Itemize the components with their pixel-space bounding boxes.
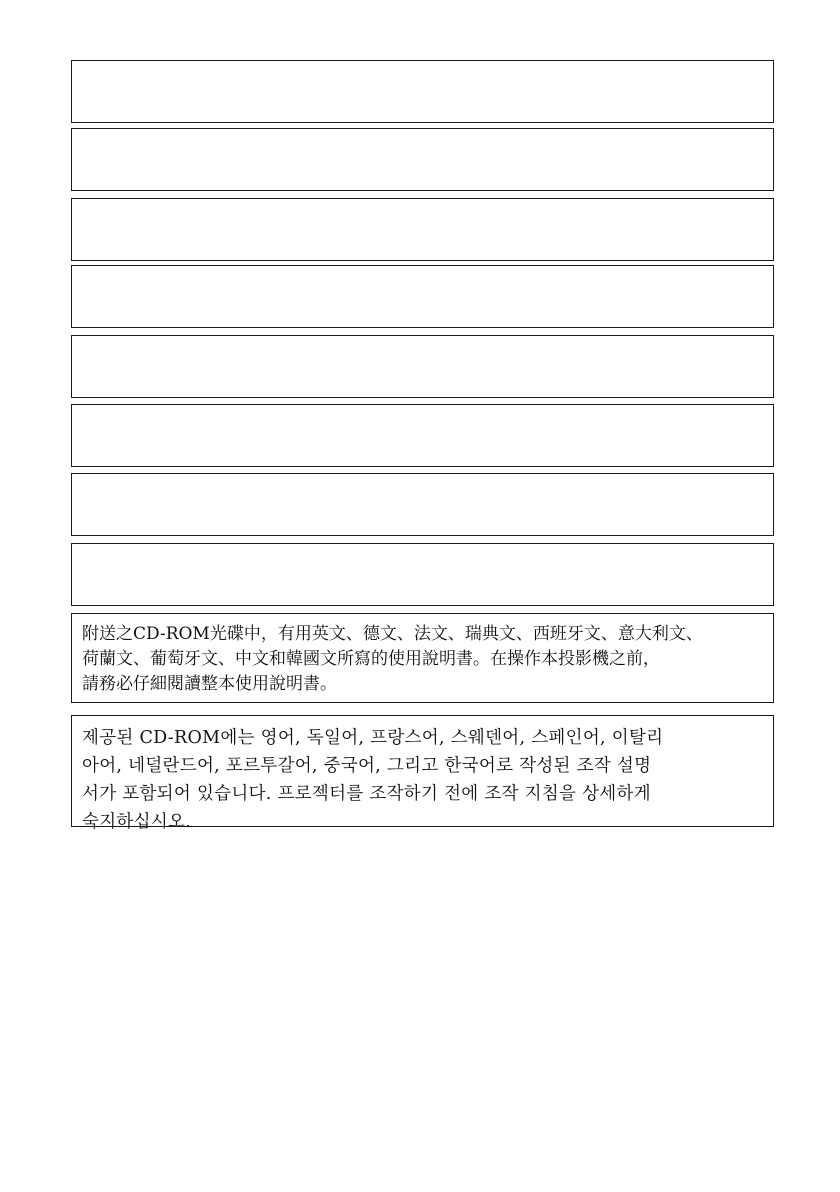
korean-notice-line-1: 제공된 CD-ROM에는 영어, 독일어, 프랑스어, 스웨덴어, 스페인어, 이탈리 <box>82 728 664 748</box>
chinese-notice-box <box>71 613 774 703</box>
korean-notice-line-4: 숙지하십시오. <box>82 812 192 832</box>
chinese-notice-line-2: 荷蘭文、葡萄牙文、中文和韓國文所寫的使用說明書。在操作本投影機之前， <box>82 649 660 669</box>
notice-box-4 <box>71 265 774 328</box>
notice-box-8 <box>71 543 774 606</box>
notice-box-1 <box>71 60 774 123</box>
korean-notice-box <box>71 715 774 832</box>
korean-notice-line-2: 아어, 네덜란드어, 포르투갈어, 중국어, 그리고 한국어로 작성된 조작 설명 <box>82 756 652 776</box>
chinese-notice-line-1: 附送之CD-ROM光碟中，有用英文、德文、法文、瑞典文、西班牙文、意大利文、 <box>82 624 703 644</box>
notice-box-6 <box>71 404 774 467</box>
notice-box-7 <box>71 473 774 536</box>
notice-box-5 <box>71 335 774 398</box>
notice-box-3 <box>71 198 774 261</box>
korean-notice-line-3: 서가 포함되어 있습니다. 프로젝터를 조작하기 전에 조작 지침을 상세하게 <box>82 784 651 804</box>
notice-box-2 <box>71 128 774 191</box>
chinese-notice-line-3: 請務必仔細閱讀整本使用說明書。 <box>82 674 337 694</box>
